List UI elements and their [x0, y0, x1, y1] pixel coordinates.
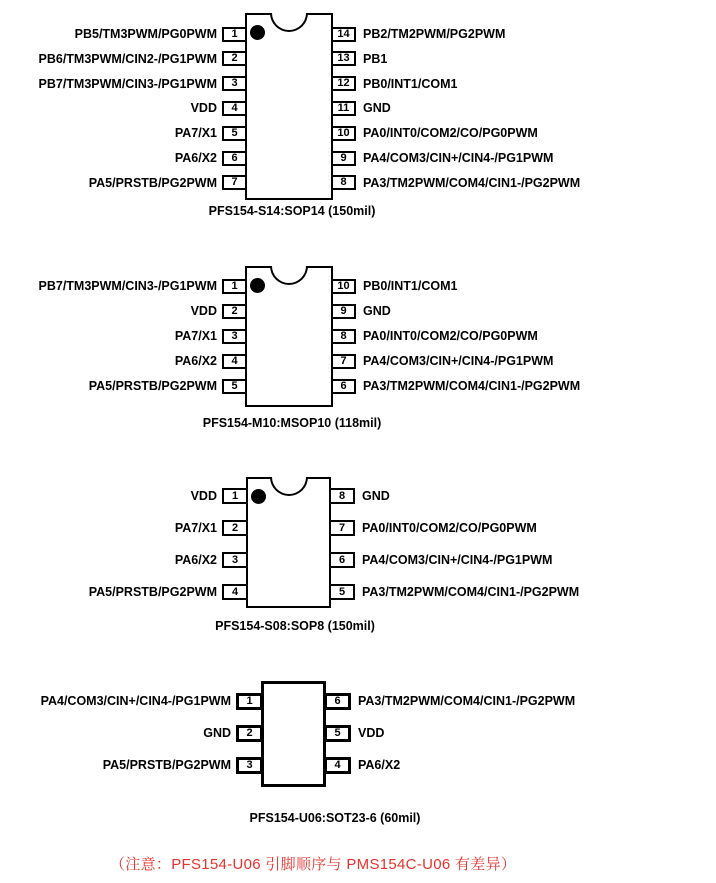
pin-box-left-1 — [222, 27, 247, 42]
pin-number: 13 — [337, 52, 350, 64]
pin-number: 8 — [340, 176, 347, 188]
pin-label: PB0/INT1/COM1 — [363, 77, 458, 91]
pin-label: PA3/TM2PWM/COM4/CIN1-/PG2PWM — [363, 176, 581, 190]
pin-label: GND — [363, 101, 391, 115]
pin-number: 5 — [231, 380, 238, 392]
pin-label: PA5/PRSTB/PG2PWM — [88, 176, 217, 190]
pin-box-left-4 — [222, 354, 247, 369]
pin-box-left-3 — [222, 329, 247, 344]
pin-box-right-5 — [324, 725, 351, 742]
pin-box-right-8 — [331, 175, 356, 190]
pin-label: PA5/PRSTB/PG2PWM — [88, 585, 217, 599]
pin-label: PB1 — [363, 52, 388, 66]
pin-label: PA6/X2 — [174, 151, 217, 165]
pin1-indicator-dot-icon — [250, 25, 265, 40]
pin-label: PB7/TM3PWM/CIN3-/PG1PWM — [38, 279, 217, 293]
pin-number: 10 — [337, 280, 350, 292]
pin-number: 4 — [334, 759, 341, 771]
pin-box-right-8 — [329, 488, 355, 504]
pin-number: 1 — [231, 489, 239, 502]
pin-box-left-3 — [222, 552, 248, 568]
package-caption: PFS154-S08:SOP8 (150mil) — [215, 619, 375, 633]
pin-number: 7 — [338, 521, 346, 534]
pin-box-left-1 — [222, 279, 247, 294]
pin-number: 9 — [340, 152, 347, 164]
pin-box-right-4 — [324, 757, 351, 774]
pin-label: PA7/X1 — [174, 126, 217, 140]
pin-label: VDD — [190, 489, 217, 503]
pin-label: PA3/TM2PWM/COM4/CIN1-/PG2PWM — [363, 379, 581, 393]
pin-label: PA3/TM2PWM/COM4/CIN1-/PG2PWM — [362, 585, 580, 599]
pin-number: 6 — [231, 152, 238, 164]
pin-number: 2 — [246, 727, 253, 739]
pin-label: PB2/TM2PWM/PG2PWM — [363, 27, 506, 41]
pin-box-right-6 — [324, 693, 351, 710]
pin-number: 6 — [340, 380, 347, 392]
pin-box-right-11 — [331, 101, 356, 116]
pin-box-right-5 — [329, 584, 355, 600]
package-caption: PFS154-U06:SOT23-6 (60mil) — [249, 811, 421, 825]
pin-box-left-7 — [222, 175, 247, 190]
pin-box-left-1 — [236, 693, 263, 710]
pin-label: GND — [362, 489, 390, 503]
pin-number: 3 — [231, 553, 239, 566]
pin-box-right-7 — [331, 354, 356, 369]
pin-label: PA4/COM3/CIN+/CIN4-/PG1PWM — [363, 354, 554, 368]
pin-label: PA6/X2 — [358, 758, 401, 772]
pin-number: 12 — [337, 77, 350, 89]
pin-label: PB6/TM3PWM/CIN2-/PG1PWM — [38, 52, 217, 66]
pin-label: PB0/INT1/COM1 — [363, 279, 458, 293]
pin-order-difference-note: （注意：PFS154-U06 引脚顺序与 PMS154C-U06 有差异） — [110, 856, 517, 873]
pin-number: 10 — [337, 127, 350, 139]
pin-label: PA0/INT0/COM2/CO/PG0PWM — [363, 329, 538, 343]
pin-label: PA6/X2 — [174, 553, 217, 567]
pin-label: PB7/TM3PWM/CIN3-/PG1PWM — [38, 77, 217, 91]
pin-box-left-2 — [236, 725, 263, 742]
pin-label: VDD — [190, 304, 217, 318]
pin-number: 5 — [334, 727, 341, 739]
pin-number: 2 — [231, 521, 239, 534]
package-caption: PFS154-M10:MSOP10 (118mil) — [202, 416, 382, 430]
pin-number: 1 — [231, 28, 238, 40]
pin-box-left-1 — [222, 488, 248, 504]
pin-box-right-8 — [331, 329, 356, 344]
pin-number: 14 — [337, 28, 350, 40]
pin-box-left-6 — [222, 151, 247, 166]
pin-label: PA7/X1 — [174, 521, 217, 535]
pin-box-right-6 — [331, 379, 356, 394]
pin-label: VDD — [358, 726, 385, 740]
pin-label: PA7/X1 — [174, 329, 217, 343]
pin1-indicator-dot-icon — [250, 278, 265, 293]
pin-number: 8 — [338, 489, 346, 502]
pin-number: 5 — [338, 585, 346, 598]
pin-box-left-4 — [222, 584, 248, 600]
pin-number: 3 — [246, 759, 253, 771]
pin-number: 2 — [231, 305, 238, 317]
pin-number: 9 — [340, 305, 347, 317]
pin-number: 6 — [338, 553, 346, 566]
pin-label: PA6/X2 — [174, 354, 217, 368]
pin-label: PA0/INT0/COM2/CO/PG0PWM — [362, 521, 537, 535]
pin-label: PA4/COM3/CIN+/CIN4-/PG1PWM — [40, 694, 231, 708]
package-caption: PFS154-S14:SOP14 (150mil) — [208, 204, 376, 218]
pin-box-right-10 — [331, 279, 356, 294]
pin-label: PA5/PRSTB/PG2PWM — [102, 758, 231, 772]
pin-label: GND — [363, 304, 391, 318]
pin-box-right-7 — [329, 520, 355, 536]
pin-number: 5 — [231, 127, 238, 139]
pin-box-right-14 — [331, 27, 356, 42]
chip-body — [245, 13, 333, 200]
pin-box-right-6 — [329, 552, 355, 568]
pin-number: 7 — [231, 176, 238, 188]
pin-box-left-2 — [222, 520, 248, 536]
pin-number: 1 — [246, 695, 253, 707]
chip-body — [261, 681, 326, 787]
pin-number: 4 — [231, 585, 239, 598]
pin-box-left-3 — [236, 757, 263, 774]
pin-label: PA3/TM2PWM/COM4/CIN1-/PG2PWM — [358, 694, 576, 708]
pin-label: PB5/TM3PWM/PG0PWM — [74, 27, 217, 41]
pin-label: PA0/INT0/COM2/CO/PG0PWM — [363, 126, 538, 140]
pin-number: 2 — [231, 52, 238, 64]
pin-label: VDD — [190, 101, 217, 115]
pin-number: 7 — [340, 355, 347, 367]
pin-label: PA4/COM3/CIN+/CIN4-/PG1PWM — [362, 553, 553, 567]
pin-number: 8 — [340, 330, 347, 342]
pin-number: 3 — [231, 77, 238, 89]
pin-label: GND — [203, 726, 231, 740]
pin-number: 1 — [231, 280, 238, 292]
pin-number: 4 — [231, 355, 238, 367]
pin-box-right-9 — [331, 304, 356, 319]
pin1-indicator-dot-icon — [251, 489, 266, 504]
pin-label: PA4/COM3/CIN+/CIN4-/PG1PWM — [363, 151, 554, 165]
pin-box-left-3 — [222, 76, 247, 91]
pin-number: 6 — [334, 695, 341, 707]
pin-box-left-5 — [222, 379, 247, 394]
pin-box-right-12 — [331, 76, 356, 91]
pin-box-left-2 — [222, 304, 247, 319]
pin-box-right-13 — [331, 51, 356, 66]
pin-box-right-9 — [331, 151, 356, 166]
pin-number: 3 — [231, 330, 238, 342]
pin-label: PA5/PRSTB/PG2PWM — [88, 379, 217, 393]
pin-number: 11 — [337, 102, 350, 114]
pin-box-left-2 — [222, 51, 247, 66]
pin-box-right-10 — [331, 126, 356, 141]
pin-box-left-5 — [222, 126, 247, 141]
pin-number: 4 — [231, 102, 238, 114]
pin-box-left-4 — [222, 101, 247, 116]
